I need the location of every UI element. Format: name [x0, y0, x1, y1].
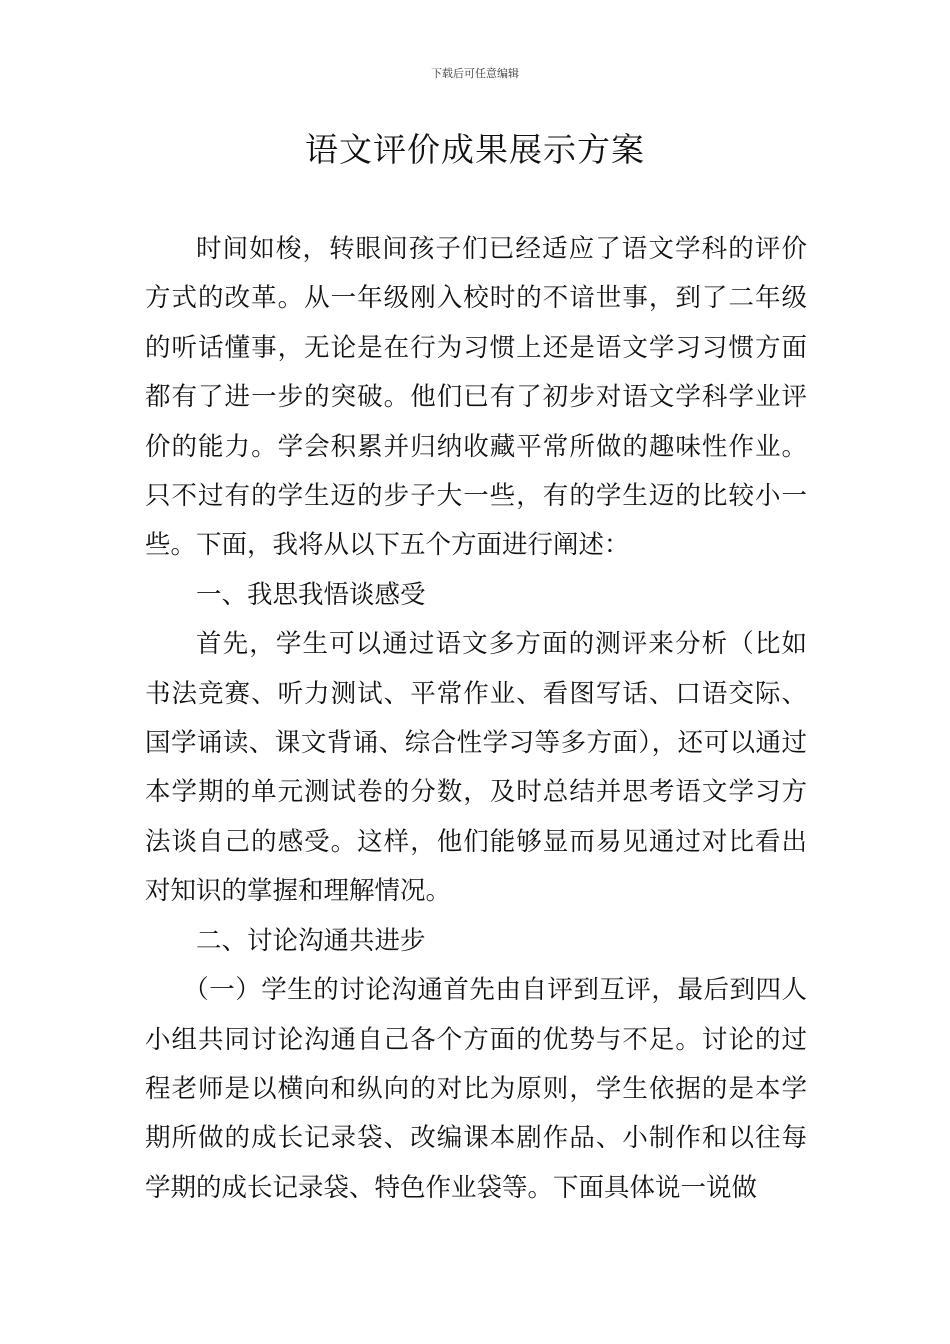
body-paragraph-section-2-item-1: （一）学生的讨论沟通首先由自评到互评，最后到四人小组共同讨论沟通自己各个方面的优势与不足。讨论的过程老师是以横向和纵向的对比为原则，学生依据的是本学期所做的成长记录袋、改编课本剧作品、小制作和以往每学期的成长记录袋、特色作业袋等。下面具体说一说做 — [145, 975, 807, 1203]
section-heading-1: 一、我思我悟谈感受 — [196, 579, 426, 610]
body-paragraph-intro: 时间如梭，转眼间孩子们已经适应了语文学科的评价方式的改革。从一年级刚入校时的不谙世事，到了二年级的听话懂事，无论是在行为习惯上还是语文学习习惯方面都有了进一步的突破。他们已有了初步对语文学科学业评价的能力。学会积累并归纳收藏平常所做的趣味性作业。只不过有的学生迈的步子大一些，有的学生迈的比较小一些。下面，我将从以下五个方面进行阐述： — [145, 234, 807, 561]
document-title: 语文评价成果展示方案 — [305, 130, 645, 169]
section-heading-2: 二、讨论沟通共进步 — [196, 925, 426, 956]
header-note: 下载后可任意编辑 — [431, 67, 519, 80]
document-body — [145, 225, 807, 1213]
body-paragraph-section-1: 首先，学生可以通过语文多方面的测评来分析（比如书法竞赛、听力测试、平常作业、看图写话、口语交际、国学诵读、课文背诵、综合性学习等多方面），还可以通过本学期的单元测试卷的分数，及时总结并思考语文学习方法谈自己的感受。这样，他们能够显而易见通过对比看出对知识的掌握和理解情况。 — [145, 629, 807, 907]
